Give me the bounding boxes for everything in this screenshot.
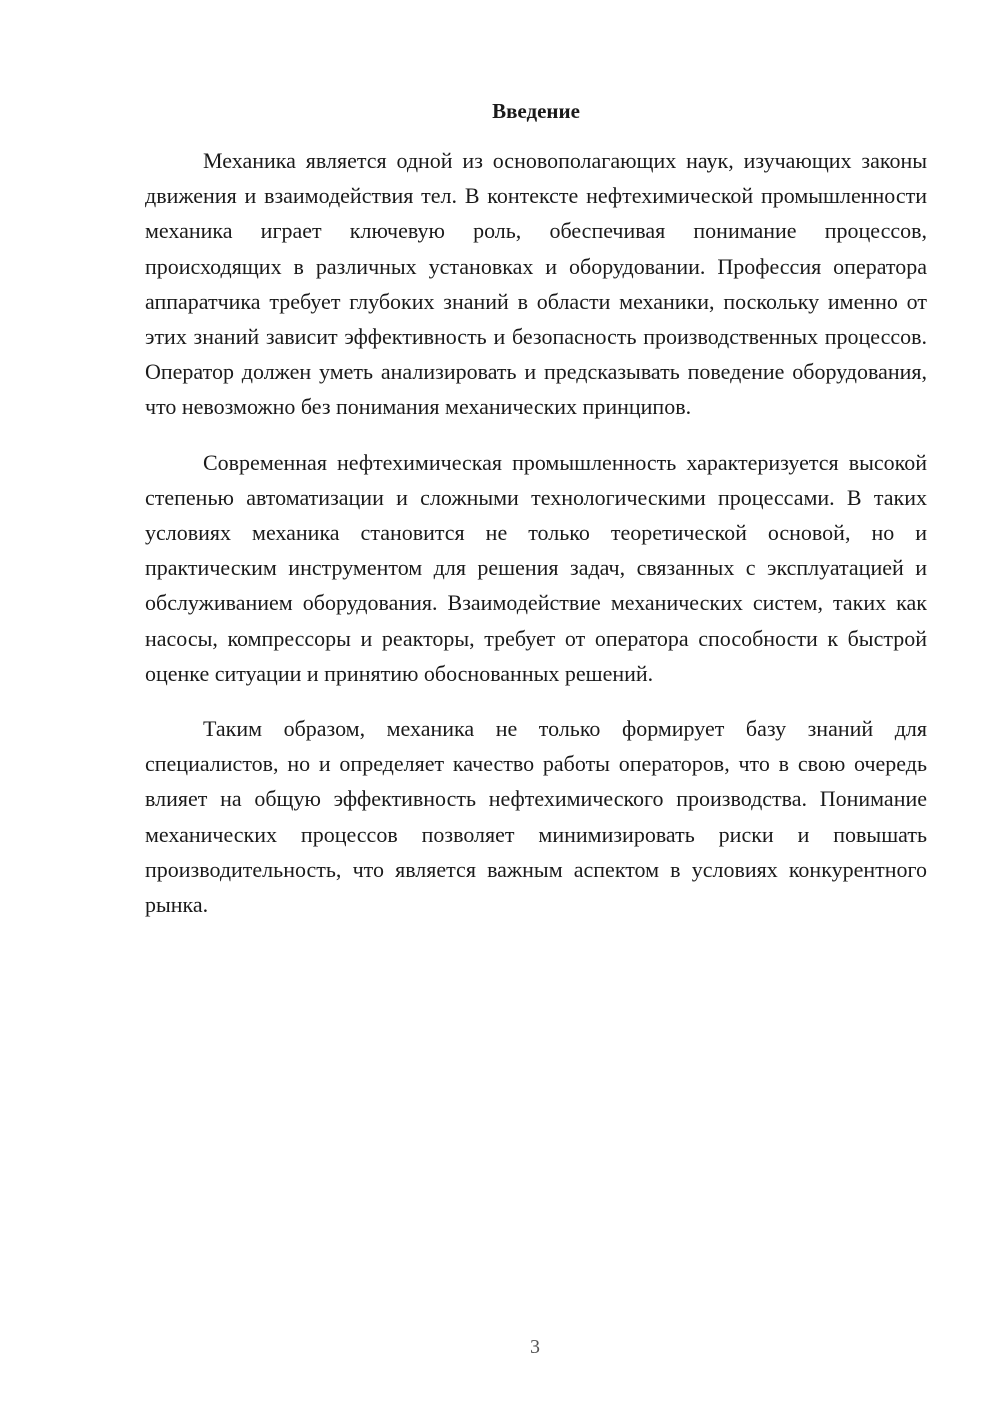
- paragraph-3: Таким образом, механика не только формирует базу знаний для специалистов, но и определяет качество работы операторов, что в свою очередь влияет на общую эффективность нефтехимического производства. Понимание механических процессов позволяет минимизировать риски и повышать производительность, что является важным аспектом в условиях конкурентного рынка.: [145, 716, 927, 918]
- section-heading: Введение: [492, 99, 580, 123]
- paragraph-2: Современная нефтехимическая промышленность характеризуется высокой степенью автоматизации и сложными технологическими процессами. В таких условиях механика становится не только теоретической основой, но и практическим инструментом для решения задач, связанных с эксплуатацией и обслуживанием оборудования. Взаимодействие механических систем, таких как насосы, компрессоры и реакторы, требует от оператора способности к быстрой оценке ситуации и принятию обоснованных решений.: [145, 449, 927, 686]
- page-number: 3: [530, 1336, 540, 1358]
- paragraph-1: Механика является одной из основополагающих наук, изучающих законы движения и взаимодействия тел. В контексте нефтехимической промышленности механика играет ключевую роль, обеспечивая понимание процессов, происходящих в различных установках и оборудовании. Профессия оператора аппаратчика требует глубоких знаний в области механики, поскольку именно от этих знаний зависит эффективность и безопасность производственных процессов. Оператор должен уметь анализировать и предсказывать поведение оборудования, что невозможно без понимания механических принципов.: [145, 148, 927, 420]
- body-text: [145, 143, 927, 942]
